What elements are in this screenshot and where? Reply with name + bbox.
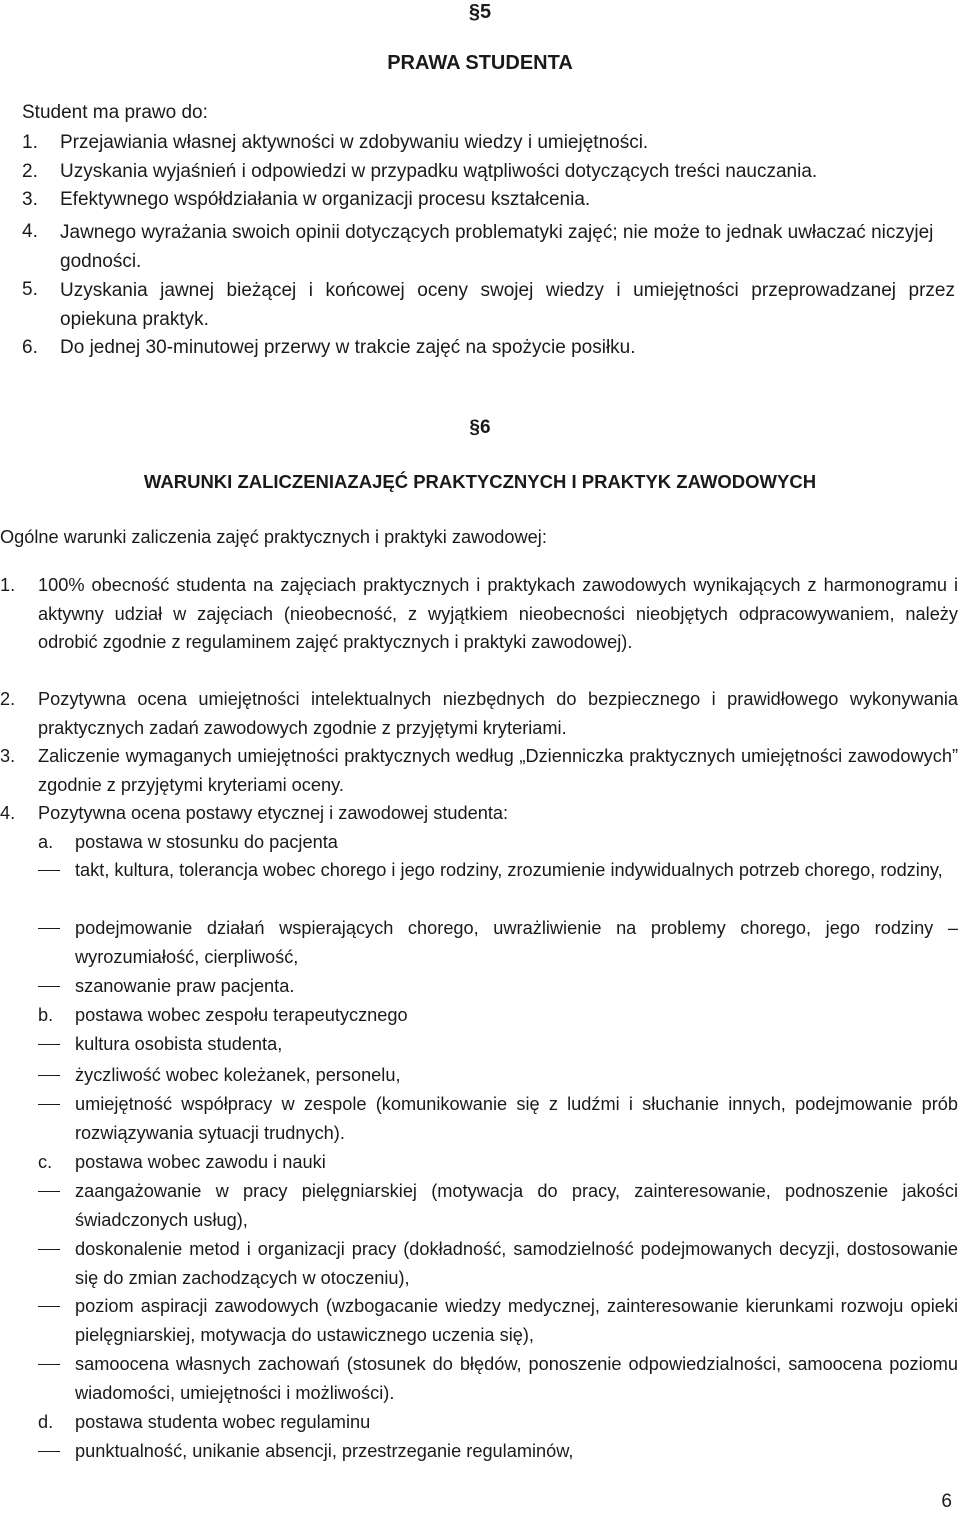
subsection-title: postawa w stosunku do pacjenta [75,832,338,852]
bullet-item: życzliwość wobec koleżanek, personelu, [75,1065,401,1085]
bullet-item: podejmowanie działań wspierających chorego, uwrażliwienie na problemy chorego, jego rodziny – wyrozumiałość, cierpliwość, [75,918,958,967]
subsection-letter: c. [38,1152,53,1172]
dash-bullet [38,1364,60,1365]
dash-bullet [38,1075,60,1076]
dash-bullet [38,1306,60,1307]
section-6-heading: §6 [469,417,491,438]
section-6-intro: Ogólne warunki zaliczenia zajęć praktycznych i praktyki zawodowej: [0,527,547,547]
list-item: 100% obecność studenta na zajęciach praktycznych i praktykach zawodowych wynikających z harmonogramu i aktywny udział w zajęciach (nieobecność, z wyjątkiem nieobecności nieobjętych odpracowywaniem, należy odrobić zgodnie z regulaminem zajęć praktycznych i praktyki zawodowej). [38,575,958,652]
section-5-intro: Student ma prawo do: [22,102,208,123]
section-6-title: WARUNKI ZALICZENIAZAJĘĆ PRAKTYCZNYCH I PRAKTYK ZAWODOWYCH [143,471,817,492]
bullet-item: szanowanie praw pacjenta. [75,976,295,996]
list-number: 2. [0,689,16,709]
bullet-item: takt, kultura, tolerancja wobec chorego i jego rodziny, zrozumienie indywidualnych potrzeb chorego, rodziny, [75,860,943,880]
dash-bullet [38,1191,60,1192]
subsection-letter: d. [38,1412,54,1432]
dash-bullet [38,1451,60,1452]
list-item: Uzyskania wyjaśnień i odpowiedzi w przypadku wątpliwości dotyczących treści nauczania. [60,161,818,182]
list-item: Zaliczenie wymaganych umiejętności praktycznych według „Dzienniczka praktycznych umiejętności zawodowych” zgodnie z przyjętymi kryteriami oceny. [38,746,958,795]
bullet-item: kultura osobista studenta, [75,1034,283,1054]
section-5-title: PRAWA STUDENTA [387,52,573,74]
section-5-heading: §5 [468,1,492,23]
bullet-item: zaangażowanie w pracy pielęgniarskiej (motywacja do pracy, zainteresowanie, podnoszenie jakości świadczonych usług), [75,1181,958,1230]
list-number: 3. [22,189,38,210]
list-item: Przejawiania własnej aktywności w zdobywaniu wiedzy i umiejętności. [60,132,649,153]
dash-bullet [38,928,60,929]
list-item: Do jednej 30-minutowej przerwy w trakcie zajęć na spożycie posiłku. [60,337,636,358]
list-number: 4. [22,221,38,242]
dash-bullet [38,1044,60,1045]
list-number: 3. [0,746,16,766]
list-number: 1. [22,132,38,153]
list-item: Pozytywna ocena postawy etycznej i zawodowej studenta: [38,803,509,823]
page-number: 6 [941,1491,952,1512]
list-item: Uzyskania jawnej bieżącej i końcowej oceny swojej wiedzy i umiejętności przeprowadzanej przez opiekuna praktyk. [60,280,955,330]
list-item: Pozytywna ocena umiejętności intelektualnych niezbędnych do bezpiecznego i prawidłowego wykonywania praktycznych zadań zawodowych zgodnie z przyjętymi kryteriami. [38,689,958,738]
dash-bullet [38,870,60,871]
subsection-title: postawa wobec zespołu terapeutycznego [75,1005,408,1025]
dash-bullet [38,986,60,987]
bullet-item: punktualność, unikanie absencji, przestrzeganie regulaminów, [75,1441,574,1461]
list-item: Jawnego wyrażania swoich opinii dotyczących problematyki zajęć; nie może to jednak uwłaczać niczyjej godności. [60,222,934,272]
list-number: 1. [0,575,16,595]
bullet-item: umiejętność współpracy w zespole (komunikowanie się z ludźmi i słuchanie innych, podejmowanie prób rozwiązywania sytuacji trudnych). [75,1094,958,1143]
subsection-title: postawa studenta wobec regulaminu [75,1412,371,1432]
list-number: 6. [22,337,38,358]
subsection-letter: a. [38,832,54,852]
list-number: 2. [22,161,38,182]
dash-bullet [38,1249,60,1250]
dash-bullet [38,1104,60,1105]
subsection-title: postawa wobec zawodu i nauki [75,1152,326,1172]
bullet-item: doskonalenie metod i organizacji pracy (dokładność, samodzielność podejmowanych decyzji, dostosowanie się do zmian zachodzących w otoczeniu), [75,1239,958,1288]
subsection-letter: b. [38,1005,54,1025]
list-number: 4. [0,803,16,823]
list-item: Efektywnego współdziałania w organizacji procesu kształcenia. [60,189,591,210]
list-number: 5. [22,279,38,300]
bullet-item: samoocena własnych zachowań (stosunek do błędów, ponoszenie odpowiedzialności, samoocena poziomu wiadomości, umiejętności i możliwości). [75,1354,958,1403]
bullet-item: poziom aspiracji zawodowych (wzbogacanie wiedzy medycznej, zainteresowanie kierunkami rozwoju opieki pielęgniarskiej, motywacja do ustawicznego uczenia się), [75,1296,958,1345]
